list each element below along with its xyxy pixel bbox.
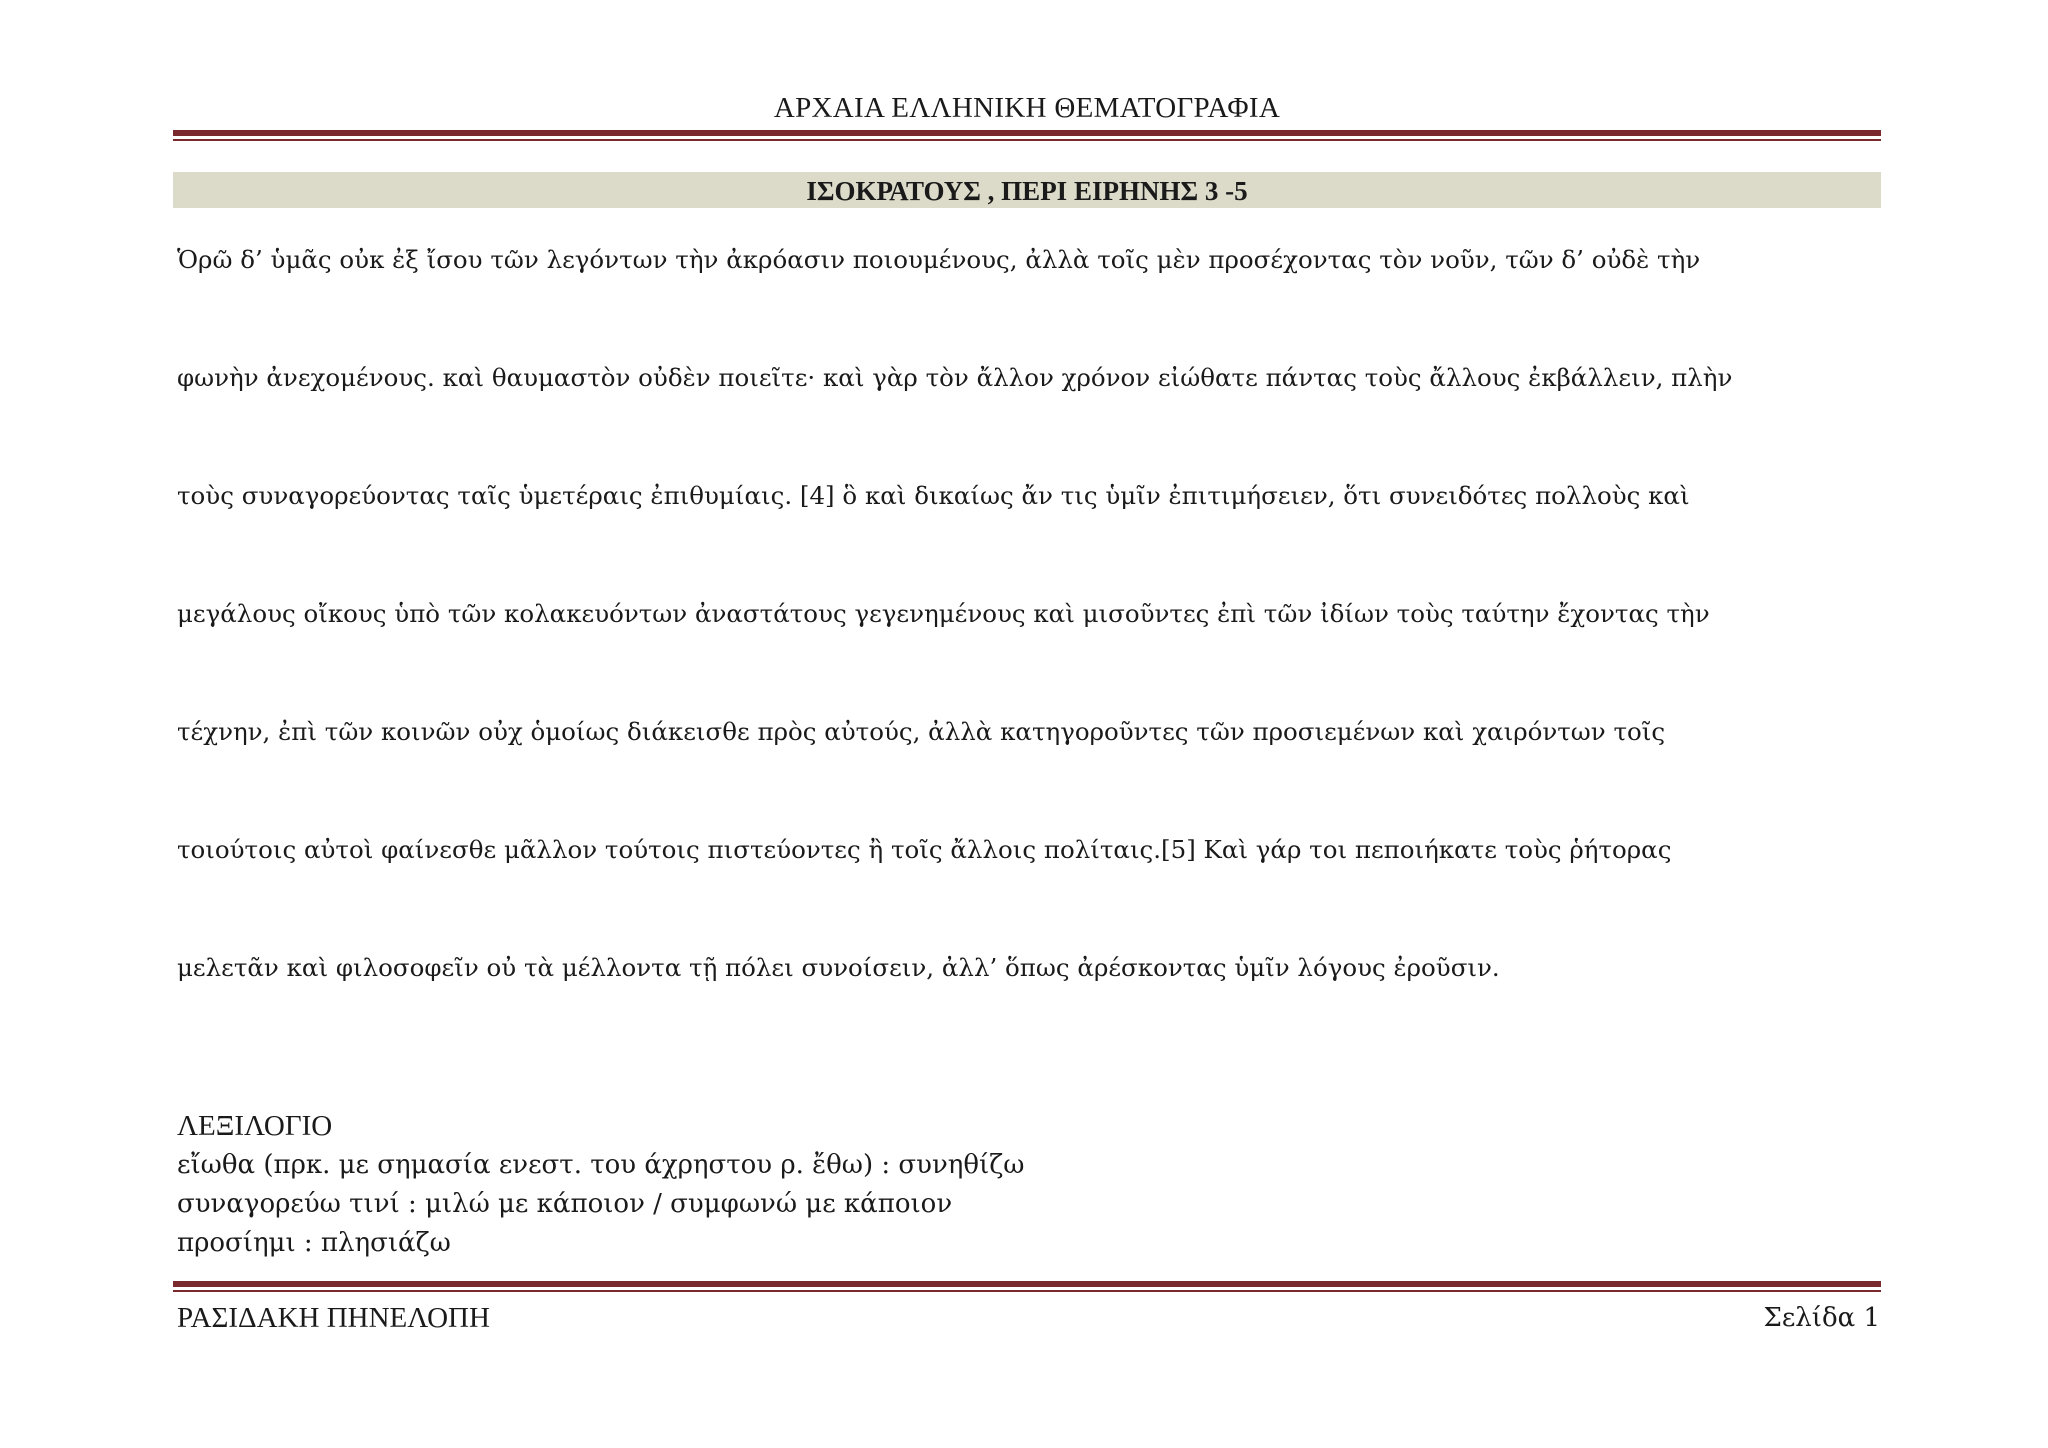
- passage-line: Ὁρῶ δ’ ὑμᾶς οὐκ ἐξ ἴσου τῶν λεγόντων τὴν ἀκρόασιν ποιουμένους, ἀλλὰ τοῖς μὲν προσέχοντας τὸν νοῦν, τῶν δ’ οὐδὲ τὴν: [177, 245, 1701, 274]
- footer-rule: [173, 1281, 1881, 1292]
- glossary-title: ΛΕΞΙΛΟΓΙΟ: [177, 1110, 333, 1142]
- glossary-entry: προσίημι : πλησιάζω: [177, 1228, 451, 1258]
- passage-line: φωνὴν ἀνεχομένους. καὶ θαυμαστὸν οὐδὲν ποιεῖτε· καὶ γὰρ τὸν ἄλλον χρόνον εἰώθατε πάντας τοὺς ἄλλους ἐκβάλλειν, πλὴν: [177, 363, 1733, 392]
- glossary-entry: εἴωθα (πρκ. με σημασία ενεστ. του άχρηστου ρ. ἔθω) : συνηθίζω: [177, 1150, 1025, 1180]
- section-title: ΙΣΟΚΡΑΤΟΥΣ , ΠΕΡΙ ΕΙΡΗΝΗΣ 3 -5: [173, 172, 1881, 208]
- footer-page-number: Σελίδα 1: [1763, 1303, 1880, 1333]
- passage-line: μελετᾶν καὶ φιλοσοφεῖν οὐ τὰ μέλλοντα τῇ πόλει συνοίσειν, ἀλλ’ ὅπως ἀρέσκοντας ὑμῖν λόγους ἐροῦσιν.: [177, 953, 1500, 982]
- footer-author: ΡΑΣΙΔΑΚΗ ΠΗΝΕΛΟΠΗ: [177, 1302, 490, 1334]
- passage-line: τέχνην, ἐπὶ τῶν κοινῶν οὐχ ὁμοίως διάκεισθε πρὸς αὐτούς, ἀλλὰ κατηγοροῦντες τῶν προσιεμένων καὶ χαιρόντων τοῖς: [177, 717, 1666, 746]
- glossary: [177, 1107, 1377, 1263]
- glossary-entry: συναγορεύω τινί : μιλώ με κάποιον / συμφωνώ με κάποιον: [177, 1189, 953, 1219]
- header-rule: [173, 130, 1881, 141]
- page-header-title: ΑΡΧΑΙΑ ΕΛΛΗΝΙΚΗ ΘΕΜΑΤΟΓΡΑΦΙΑ: [773, 92, 1281, 124]
- passage-line: μεγάλους οἴκους ὑπὸ τῶν κολακευόντων ἀναστάτους γεγενημένους καὶ μισοῦντες ἐπὶ τῶν ἰδίων τοὺς ταύτην ἔχοντας τὴν: [177, 599, 1710, 628]
- passage-line: τοὺς συναγορεύοντας ταῖς ὑμετέραις ἐπιθυμίαις. [4] ὃ καὶ δικαίως ἄν τις ὑμῖν ἐπιτιμήσειεν, ὅτι συνειδότες πολλοὺς καὶ: [177, 481, 1690, 510]
- greek-passage: [177, 240, 1887, 1066]
- passage-line: τοιούτοις αὐτοὶ φαίνεσθε μᾶλλον τούτοις πιστεύοντες ἢ τοῖς ἄλλοις πολίταις.[5] Καὶ γάρ τοι πεποιήκατε τοὺς ῥήτορας: [177, 835, 1672, 864]
